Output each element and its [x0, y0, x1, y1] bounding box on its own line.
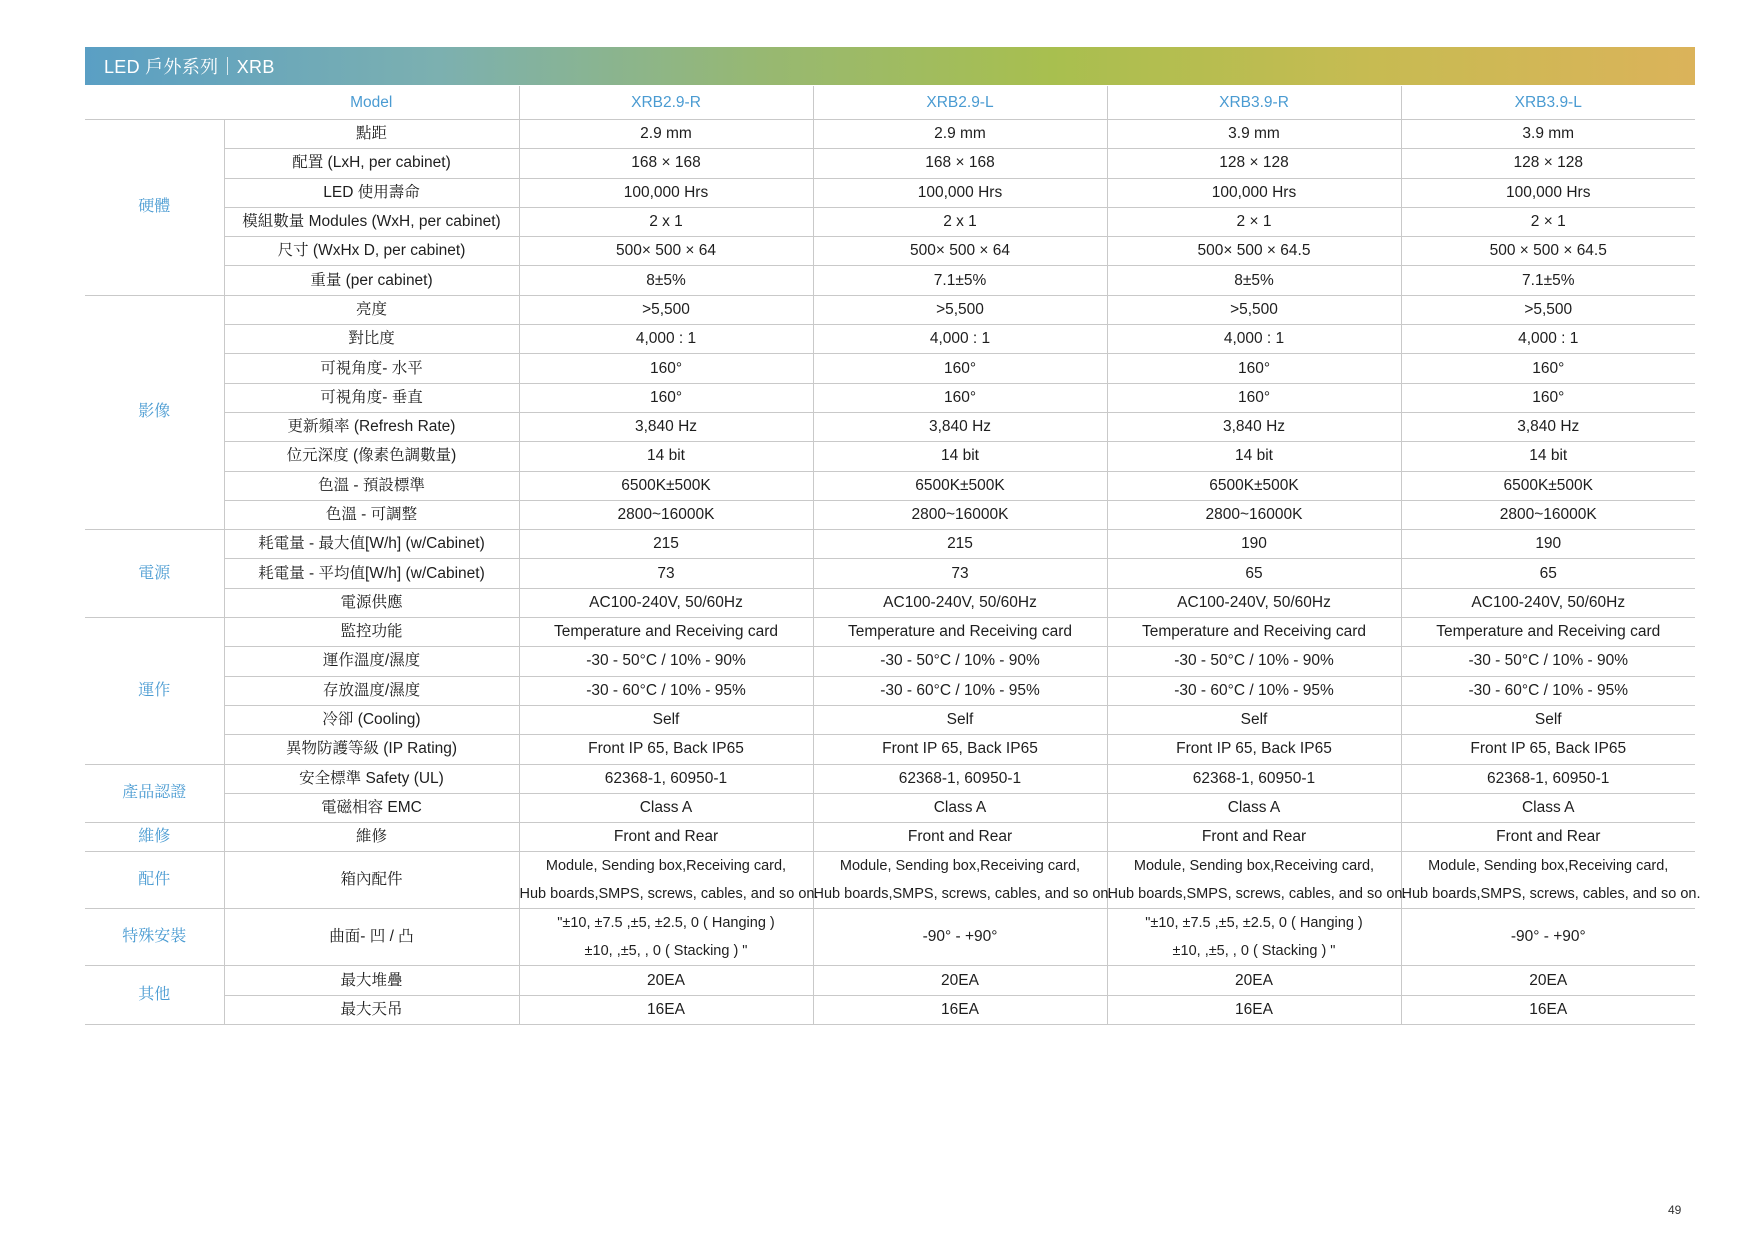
- table-row: [85, 647, 1695, 676]
- table-row: [85, 735, 1695, 764]
- spec-table-body: [85, 120, 1701, 1025]
- category-label: 其他: [85, 966, 224, 1025]
- spec-value: -30 - 50°C / 10% - 90%: [519, 647, 813, 676]
- spec-value: 16EA: [519, 995, 813, 1024]
- spec-value: 14 bit: [519, 442, 813, 471]
- spec-value: Temperature and Receiving card: [519, 618, 813, 647]
- table-row: [85, 823, 1695, 852]
- spec-label: 安全標準 Safety (UL): [224, 764, 519, 793]
- spec-label: 尺寸 (WxHx D, per cabinet): [224, 237, 519, 266]
- table-row: [85, 676, 1695, 705]
- spec-value: Self: [1107, 705, 1401, 734]
- spec-value: [813, 852, 1113, 909]
- spec-value: 168 × 168: [519, 149, 813, 178]
- spec-label: 色溫 - 可調整: [224, 500, 519, 529]
- spec-value: 160°: [813, 383, 1107, 412]
- spec-value: [813, 909, 1107, 966]
- spec-value: 160°: [1107, 383, 1401, 412]
- spec-value: 2 × 1: [1401, 207, 1695, 236]
- spec-value: -30 - 60°C / 10% - 95%: [519, 676, 813, 705]
- spec-value: 160°: [1401, 383, 1695, 412]
- spec-value: >5,500: [519, 295, 813, 324]
- spec-value: 73: [519, 559, 813, 588]
- table-row: [85, 354, 1695, 383]
- spec-value: Front and Rear: [519, 823, 813, 852]
- spec-value: Front and Rear: [1107, 823, 1401, 852]
- category-label: 產品認證: [85, 764, 224, 823]
- spec-value: 128 × 128: [1401, 149, 1695, 178]
- spec-label: 更新頻率 (Refresh Rate): [224, 412, 519, 441]
- spec-value: Front IP 65, Back IP65: [1401, 735, 1695, 764]
- table-row: [85, 237, 1695, 266]
- spec-label: 維修: [224, 823, 519, 852]
- table-row: [85, 909, 1695, 966]
- spec-label: 模組數量 Modules (WxH, per cabinet): [224, 207, 519, 236]
- spec-value: Front and Rear: [1401, 823, 1695, 852]
- spec-value-line: Module, Sending box,Receiving card,: [1133, 858, 1375, 875]
- table-row: [85, 793, 1695, 822]
- spec-value-line: Hub boards,SMPS, screws, cables, and so on.: [1107, 886, 1407, 903]
- spec-value: 2 x 1: [519, 207, 813, 236]
- table-row: [85, 764, 1695, 793]
- spec-label: LED 使用壽命: [224, 178, 519, 207]
- spec-label: 位元深度 (像素色調數量): [224, 442, 519, 471]
- spec-label: 異物防護等級 (IP Rating): [224, 735, 519, 764]
- spec-value: -30 - 50°C / 10% - 90%: [1401, 647, 1695, 676]
- spec-value: 20EA: [813, 966, 1107, 995]
- table-row: [85, 266, 1695, 295]
- spec-value: 20EA: [519, 966, 813, 995]
- spec-value: AC100-240V, 50/60Hz: [1107, 588, 1401, 617]
- spec-value: 4,000 : 1: [519, 325, 813, 354]
- spec-value: 65: [1107, 559, 1401, 588]
- category-label: 電源: [85, 530, 224, 618]
- table-row: [85, 530, 1695, 559]
- spec-value: -30 - 60°C / 10% - 95%: [1107, 676, 1401, 705]
- spec-value-line: Hub boards,SMPS, screws, cables, and so on.: [519, 886, 819, 903]
- table-row: [85, 559, 1695, 588]
- spec-label: 最大堆疊: [224, 966, 519, 995]
- spec-value: 4,000 : 1: [1107, 325, 1401, 354]
- category-label: 特殊安裝: [85, 909, 224, 966]
- category-label: 運作: [85, 618, 224, 764]
- table-row: [85, 178, 1695, 207]
- category-label: 維修: [85, 823, 224, 852]
- spec-value: 6500K±500K: [813, 471, 1107, 500]
- spec-value: -30 - 50°C / 10% - 90%: [813, 647, 1107, 676]
- table-row: [85, 325, 1695, 354]
- table-header-row: [85, 86, 1695, 120]
- spec-value: 16EA: [813, 995, 1107, 1024]
- spec-label: 點距: [224, 120, 519, 149]
- spec-value: 3.9 mm: [1107, 120, 1401, 149]
- spec-label: 電磁相容 EMC: [224, 793, 519, 822]
- spec-value: 100,000 Hrs: [1107, 178, 1401, 207]
- spec-value: 62368-1, 60950-1: [813, 764, 1107, 793]
- spec-value: 128 × 128: [1107, 149, 1401, 178]
- spec-value-line: "±10, ±7.5 ,±5, ±2.5, 0 ( Hanging ): [1145, 915, 1363, 932]
- model-name: XRB2.9-R: [519, 86, 813, 120]
- spec-value: -30 - 60°C / 10% - 95%: [1401, 676, 1695, 705]
- spec-value: 3.9 mm: [1401, 120, 1695, 149]
- table-row: [85, 500, 1695, 529]
- spec-label: 箱內配件: [224, 852, 519, 909]
- spec-value: 62368-1, 60950-1: [1107, 764, 1401, 793]
- spec-value: 2 × 1: [1107, 207, 1401, 236]
- spec-value-line: Hub boards,SMPS, screws, cables, and so on.: [1401, 886, 1701, 903]
- table-row: [85, 588, 1695, 617]
- spec-label: 曲面- 凹 / 凸: [224, 909, 519, 966]
- spec-value: 2800~16000K: [1107, 500, 1401, 529]
- spec-label: 冷卻 (Cooling): [224, 705, 519, 734]
- spec-label: 運作溫度/濕度: [224, 647, 519, 676]
- spec-value: 14 bit: [813, 442, 1107, 471]
- category-label: 硬體: [85, 120, 224, 296]
- table-row: [85, 852, 1695, 909]
- spec-value-line: Module, Sending box,Receiving card,: [839, 858, 1081, 875]
- spec-value: 6500K±500K: [1107, 471, 1401, 500]
- spec-value: Front IP 65, Back IP65: [519, 735, 813, 764]
- spec-value: 500× 500 × 64.5: [1107, 237, 1401, 266]
- spec-value-line: -90° - +90°: [1510, 928, 1586, 946]
- spec-value: 160°: [519, 354, 813, 383]
- spec-value: 14 bit: [1401, 442, 1695, 471]
- spec-value: 160°: [813, 354, 1107, 383]
- spec-value: 4,000 : 1: [1401, 325, 1695, 354]
- spec-label: 對比度: [224, 325, 519, 354]
- spec-value: 73: [813, 559, 1107, 588]
- spec-value: 4,000 : 1: [813, 325, 1107, 354]
- spec-value: 6500K±500K: [1401, 471, 1695, 500]
- spec-value: 7.1±5%: [1401, 266, 1695, 295]
- spec-value: 2.9 mm: [813, 120, 1107, 149]
- model-name: XRB2.9-L: [813, 86, 1107, 120]
- table-row: [85, 471, 1695, 500]
- spec-value: 100,000 Hrs: [519, 178, 813, 207]
- spec-value: 500× 500 × 64: [519, 237, 813, 266]
- spec-value: 2 x 1: [813, 207, 1107, 236]
- model-header: Model: [224, 86, 519, 120]
- table-row: [85, 442, 1695, 471]
- spec-value: 215: [519, 530, 813, 559]
- spec-value: 3,840 Hz: [1401, 412, 1695, 441]
- spec-value: 3,840 Hz: [813, 412, 1107, 441]
- spec-value: -30 - 60°C / 10% - 95%: [813, 676, 1107, 705]
- spec-value: 500 × 500 × 64.5: [1401, 237, 1695, 266]
- spec-label: 耗電量 - 平均值[W/h] (w/Cabinet): [224, 559, 519, 588]
- section-title: LED 戶外系列｜XRB: [104, 57, 275, 77]
- spec-value: 190: [1401, 530, 1695, 559]
- category-label: 配件: [85, 852, 224, 909]
- spec-value: >5,500: [1401, 295, 1695, 324]
- spec-label: 存放溫度/濕度: [224, 676, 519, 705]
- spec-value: 16EA: [1401, 995, 1695, 1024]
- spec-value: 2800~16000K: [1401, 500, 1695, 529]
- spec-value: 2.9 mm: [519, 120, 813, 149]
- spec-value: Class A: [1401, 793, 1695, 822]
- spec-value: >5,500: [1107, 295, 1401, 324]
- table-row: [85, 966, 1695, 995]
- spec-value: 160°: [1107, 354, 1401, 383]
- spec-value: 2800~16000K: [519, 500, 813, 529]
- spec-value: Self: [519, 705, 813, 734]
- spec-value-line: ±10, ,±5, , 0 ( Stacking ) ": [584, 943, 748, 960]
- table-row: [85, 705, 1695, 734]
- header-blank: [85, 86, 224, 120]
- spec-value: 20EA: [1401, 966, 1695, 995]
- spec-value: >5,500: [813, 295, 1107, 324]
- spec-value: 190: [1107, 530, 1401, 559]
- spec-label: 色溫 - 預設標準: [224, 471, 519, 500]
- spec-value: 62368-1, 60950-1: [519, 764, 813, 793]
- spec-value: Front IP 65, Back IP65: [813, 735, 1107, 764]
- table-row: [85, 995, 1695, 1024]
- spec-value-line: Module, Sending box,Receiving card,: [545, 858, 787, 875]
- spec-label: 監控功能: [224, 618, 519, 647]
- spec-value: 8±5%: [1107, 266, 1401, 295]
- spec-value: 168 × 168: [813, 149, 1107, 178]
- spec-label: 可視角度- 水平: [224, 354, 519, 383]
- model-name: XRB3.9-L: [1401, 86, 1695, 120]
- spec-value: Temperature and Receiving card: [1401, 618, 1695, 647]
- spec-value: 65: [1401, 559, 1695, 588]
- spec-value: [1401, 909, 1695, 966]
- spec-value: [519, 909, 813, 966]
- spec-label: 最大天吊: [224, 995, 519, 1024]
- spec-value: 215: [813, 530, 1107, 559]
- spec-value: 20EA: [1107, 966, 1401, 995]
- spec-value: 3,840 Hz: [519, 412, 813, 441]
- spec-label: 電源供應: [224, 588, 519, 617]
- spec-value: Front IP 65, Back IP65: [1107, 735, 1401, 764]
- spec-value: -30 - 50°C / 10% - 90%: [1107, 647, 1401, 676]
- spec-value-line: ±10, ,±5, , 0 ( Stacking ) ": [1172, 943, 1336, 960]
- spec-value: Class A: [813, 793, 1107, 822]
- spec-value: 6500K±500K: [519, 471, 813, 500]
- spec-label: 配置 (LxH, per cabinet): [224, 149, 519, 178]
- table-row: [85, 149, 1695, 178]
- spec-value: [1107, 852, 1407, 909]
- spec-value: 100,000 Hrs: [1401, 178, 1695, 207]
- table-row: [85, 383, 1695, 412]
- spec-value: Self: [1401, 705, 1695, 734]
- spec-value: 100,000 Hrs: [813, 178, 1107, 207]
- table-row: [85, 207, 1695, 236]
- category-label: 影像: [85, 295, 224, 529]
- spec-label: 重量 (per cabinet): [224, 266, 519, 295]
- spec-value-line: "±10, ±7.5 ,±5, ±2.5, 0 ( Hanging ): [557, 915, 775, 932]
- page-number: 49: [1668, 1203, 1682, 1217]
- spec-label: 亮度: [224, 295, 519, 324]
- spec-value: 2800~16000K: [813, 500, 1107, 529]
- spec-value: AC100-240V, 50/60Hz: [1401, 588, 1695, 617]
- spec-label: 耗電量 - 最大值[W/h] (w/Cabinet): [224, 530, 519, 559]
- spec-value: 16EA: [1107, 995, 1401, 1024]
- spec-value: 500× 500 × 64: [813, 237, 1107, 266]
- spec-value: Class A: [1107, 793, 1401, 822]
- spec-value: 7.1±5%: [813, 266, 1107, 295]
- spec-value-line: -90° - +90°: [922, 928, 998, 946]
- spec-value: 62368-1, 60950-1: [1401, 764, 1695, 793]
- table-row: [85, 295, 1695, 324]
- spec-value: 8±5%: [519, 266, 813, 295]
- spec-value-line: Hub boards,SMPS, screws, cables, and so on.: [813, 886, 1113, 903]
- spec-value: [1107, 909, 1401, 966]
- spec-value: 160°: [519, 383, 813, 412]
- spec-value: 3,840 Hz: [1107, 412, 1401, 441]
- spec-value: Self: [813, 705, 1107, 734]
- spec-table: [85, 86, 1701, 1025]
- section-banner: [85, 47, 1695, 85]
- spec-value: Class A: [519, 793, 813, 822]
- spec-value: 160°: [1401, 354, 1695, 383]
- spec-label: 可視角度- 垂直: [224, 383, 519, 412]
- spec-value-line: Module, Sending box,Receiving card,: [1428, 858, 1669, 875]
- model-name: XRB3.9-R: [1107, 86, 1401, 120]
- spec-value: AC100-240V, 50/60Hz: [813, 588, 1107, 617]
- spec-value: 14 bit: [1107, 442, 1401, 471]
- spec-value: AC100-240V, 50/60Hz: [519, 588, 813, 617]
- table-row: [85, 120, 1695, 149]
- spec-value: Front and Rear: [813, 823, 1107, 852]
- spec-value: Temperature and Receiving card: [1107, 618, 1401, 647]
- spec-value: [519, 852, 819, 909]
- spec-value: [1401, 852, 1701, 909]
- table-row: [85, 618, 1695, 647]
- spec-value: Temperature and Receiving card: [813, 618, 1107, 647]
- table-row: [85, 412, 1695, 441]
